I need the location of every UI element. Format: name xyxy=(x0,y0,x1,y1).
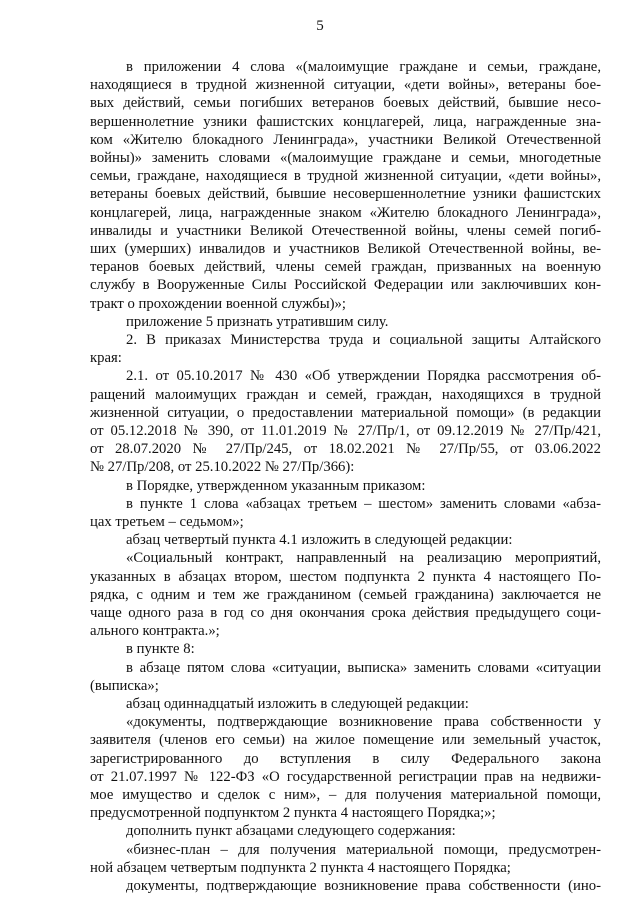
text-line: теранов боевых действий, члены семей граждан, призванных на военную xyxy=(90,259,601,276)
text-line: дополнить пункт абзацами следующего содержания: xyxy=(126,823,456,840)
text-line: ком «Жителю блокадного Ленинграда», участники Великой Отечественной xyxy=(90,131,601,148)
text-line: жизненной ситуации, о предоставлении материальной помощи» (в редакции xyxy=(90,404,601,421)
text-line: документы, подтверждающие возникновение права собственности (ино- xyxy=(126,878,601,894)
text-line: ших (умерших) инвалидов и участников Великой Отечественной войны, ве- xyxy=(90,241,601,257)
text-line: абзац четвертый пункта 4.1 изложить в следующей редакции: xyxy=(126,532,513,549)
text-line: заявителя (членов его семьи) на жилое помещение или земельный участок, xyxy=(90,732,601,749)
text-line: зарегистрированного до вступления в силу Федерального закона xyxy=(90,750,601,767)
text-line: находящиеся в трудной жизненной ситуации, «дети войны», ветераны бое- xyxy=(90,77,601,94)
text-line: рядка, с одним и тем же гражданином (семьей гражданина) заключается не xyxy=(90,586,601,603)
text-line: 2. В приказах Министерства труда и социальной защиты Алтайского xyxy=(126,332,601,348)
text-line: службу в Вооруженные Силы Российской Федерации или заключивших кон- xyxy=(90,277,601,294)
text-line: вершеннолетние узники фашистских концлагерей, лица, награжденные зна- xyxy=(90,113,601,130)
text-line: «документы, подтверждающие возникновение права собственности у xyxy=(126,714,601,731)
text-line: 2.1. от 05.10.2017 № 430 «Об утверждении Порядка рассмотрения об- xyxy=(126,368,601,385)
text-line: абзац одиннадцатый изложить в следующей редакции: xyxy=(126,696,469,712)
text-line: края: xyxy=(90,350,122,367)
text-line: цах третьем – седьмом»; xyxy=(90,514,244,530)
text-line: ращений малоимущих граждан и семей, граждан, находящихся в трудной xyxy=(90,386,601,403)
text-line: предусмотренной подпунктом 2 пункта 4 настоящего Порядка;»; xyxy=(90,805,496,822)
text-line: в абзаце пятом слова «ситуации, выписка» заменить словами «ситуации xyxy=(126,659,601,676)
text-line: ной абзацем четвертым подпункта 2 пункта 4 настоящего Порядка; xyxy=(90,859,511,876)
text-line: приложение 5 признать утратившим силу. xyxy=(126,313,389,330)
text-line: концлагерей, лица, награжденные знаком «Жителю блокадного Ленинграда», xyxy=(90,204,601,221)
text-line: «бизнес-план – для получения материальной помощи, предусмотрен- xyxy=(126,841,601,858)
text-line: инвалиды и участники Великой Отечественной войны, члены семей погиб- xyxy=(90,222,601,239)
text-line: войны)» заменить словами «(малоимущие граждане и семьи, многодетные xyxy=(90,150,601,166)
text-line: от 21.07.1997 № 122-ФЗ «О государственной регистрации прав на недвижи- xyxy=(90,768,601,785)
text-line: в Порядке, утвержденном указанным приказом: xyxy=(126,477,426,494)
page-number: 5 xyxy=(316,18,324,34)
text-line: указанных в абзацах втором, шестом подпункта 2 пункта 4 настоящего По- xyxy=(90,568,601,585)
text-line: в приложении 4 слова «(малоимущие граждане и семьи, граждане, xyxy=(126,59,601,75)
text-line: от 28.07.2020 № 27/Пр/245, от 18.02.2021 № 27/Пр/55, от 03.06.2022 xyxy=(90,441,601,458)
text-line: от 05.12.2018 № 390, от 11.01.2019 № 27/Пр/1, от 09.12.2019 № 27/Пр/421, xyxy=(90,423,601,439)
text-line: тракт о прохождении военной службы)»; xyxy=(90,295,346,312)
text-line: ветераны боевых действий, бывшие несовершеннолетние узники фашистских xyxy=(90,186,601,203)
text-line: мое имущество и сделок с ним», – для получения материальной помощи, xyxy=(90,787,601,803)
text-line: в пункте 1 слова «абзацах третьем – шестом» заменить словами «абза- xyxy=(126,495,601,512)
text-line: ального контракта.»; xyxy=(90,623,220,640)
text-line: (выписка»; xyxy=(90,677,159,694)
text-line: в пункте 8: xyxy=(126,641,195,658)
text-line: семьи, граждане, находящиеся в трудной жизненной ситуации, «дети войны», xyxy=(90,168,601,185)
text-line: вых действий, семьи погибших ветеранов боевых действий, бывшие несо- xyxy=(90,95,601,112)
text-line: чаще одного раза в год со дня окончания срока действия предыдущего соци- xyxy=(90,605,601,621)
text-line: «Социальный контракт, направленный на реализацию мероприятий, xyxy=(126,550,601,567)
text-line: № 27/Пр/208, от 25.10.2022 № 27/Пр/366): xyxy=(90,459,355,476)
